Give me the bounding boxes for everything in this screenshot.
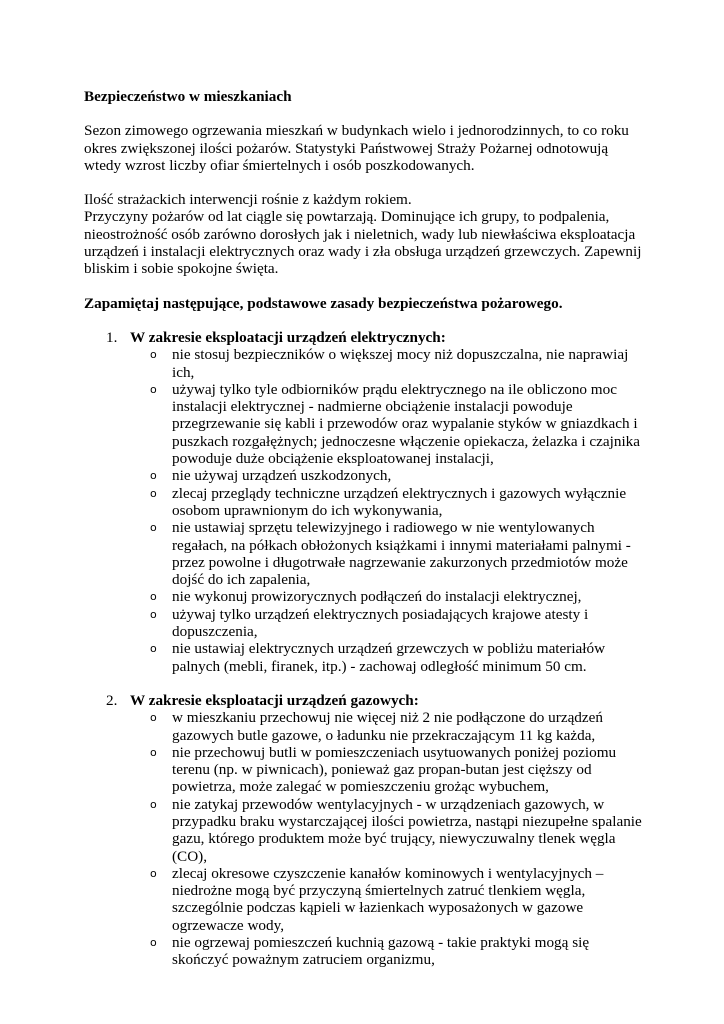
- list-item: o nie ustawiaj elektrycznych urządzeń grzewczych w pobliżu materiałów palnych (mebli, firanek, itp.) - zachowaj odległość minimum 50 cm.: [150, 640, 606, 675]
- list-item: o nie ogrzewaj pomieszczeń kuchnią gazową - takie praktyki mogą się skończyć poważnym zatruciem organizmu,: [150, 934, 590, 969]
- list-item: o w mieszkaniu przechowuj nie więcej niż 2 nie podłączone do urządzeń gazowych butle gazowe, o ładunku nie przekraczającym 11 kg każda,: [150, 709, 603, 744]
- section-title: W zakresie eksploatacji urządzeń elektrycznych:: [130, 328, 446, 346]
- list-item: o używaj tylko tyle odbiorników prądu elektrycznego na ile obliczono moc instalacji elektrycznej - nadmierne obciążenie instalacji powoduje przegrzewanie się kabli i przewodów oraz wypalanie styków w gniazdkach i puszkach rozgałężnych; jednoczesne włączenie opiekacza, żelazka i czajnika powoduje duże obciążenie eksploatowanej instalacji,: [150, 380, 641, 468]
- bullet-icon: o: [150, 642, 157, 656]
- bullet-icon: o: [150, 486, 157, 500]
- bullet-icon: o: [150, 866, 157, 880]
- bullet-list: [130, 346, 644, 675]
- bullet-icon: o: [150, 382, 157, 396]
- bullet-icon: o: [150, 469, 157, 483]
- causes-paragraph: Przyczyny pożarów od lat ciągle się powtarzają. Dominujące ich grupy, to podpalenia, nieostrożność osób zarówno dorosłych jak i nieletnich, wady lub niewłaściwa eksploatacja urządzeń i instalacji elektrycznych oraz wady i zła obsługa urządzeń grzewczych. Zapewnij bliskim i sobie spokojne święta.: [84, 208, 642, 278]
- bullet-icon: o: [150, 711, 157, 725]
- section-number: 1.: [106, 328, 118, 346]
- list-item: o używaj tylko urządzeń elektrycznych posiadających krajowe atesty i dopuszczenia,: [150, 605, 589, 641]
- list-item: o zlecaj przeglądy techniczne urządzeń elektrycznych i gazowych wyłącznie osobom uprawnionym do ich wykonywania,: [150, 484, 627, 519]
- section-gas: [84, 692, 644, 969]
- bullet-list: [130, 709, 644, 968]
- bullet-icon: o: [150, 745, 157, 759]
- bullet-icon: o: [150, 348, 157, 362]
- list-item: o nie przechowuj butli w pomieszczeniach usytuowanych poniżej poziomu terenu (np. w piwnicach), ponieważ gaz propan-butan jest cięższy od powietrza, może zalegać w pomieszczeniu grożąc wybuchem,: [150, 743, 617, 796]
- list-item: o nie stosuj bezpieczników o większej mocy niż dopuszczalna, nie naprawiaj ich,: [150, 346, 629, 381]
- document-title: Bezpieczeństwo w mieszkaniach: [84, 88, 292, 105]
- section-title: W zakresie eksploatacji urządzeń gazowych:: [130, 691, 419, 709]
- list-item: o nie ustawiaj sprzętu telewizyjnego i radiowego w nie wentylowanych regałach, na półkach obłożonych książkami i innymi materiałami palnymi - przez powolne i długotrwałe nagrzewanie zakurzonych przedmiotów może dojść do ich zapalenia,: [150, 519, 631, 589]
- bullet-icon: o: [150, 607, 157, 621]
- list-item: o nie używaj urządzeń uszkodzonych,: [150, 467, 392, 485]
- bullet-icon: o: [150, 521, 157, 535]
- bullet-icon: o: [150, 936, 157, 950]
- rules-list: [84, 329, 644, 969]
- section-electrical: [84, 329, 644, 675]
- list-item: o zlecaj okresowe czyszczenie kanałów kominowych i wentylacyjnych – niedrożne mogą być przyczyną śmiertelnych zatruć tlenkiem węgla, szczególnie podczas kąpieli w łazienkach wyposażonych w gazowe ogrzewacze wody,: [150, 864, 604, 934]
- rules-heading: Zapamiętaj następujące, podstawowe zasady bezpieczeństwa pożarowego.: [84, 294, 563, 312]
- document-page: [84, 88, 644, 969]
- list-item: o nie wykonuj prowizorycznych podłączeń do instalacji elektrycznej,: [150, 588, 582, 606]
- section-number: 2.: [106, 691, 118, 709]
- bullet-icon: o: [150, 590, 157, 604]
- bullet-icon: o: [150, 797, 157, 811]
- intro-paragraph: Sezon zimowego ogrzewania mieszkań w budynkach wielo i jednorodzinnych, to co roku okres zwiększonej ilości pożarów. Statystyki Państwowej Straży Pożarnej odnotowują wtedy wzrost liczby ofiar śmiertelnych i osób poszkodowanych.: [84, 122, 629, 174]
- interventions-paragraph: Ilość strażackich interwencji rośnie z każdym rokiem.: [84, 191, 412, 209]
- list-item: o nie zatykaj przewodów wentylacyjnych - w urządzeniach gazowych, w przypadku braku wystarczającej ilości powietrza, nastąpi niezupełne spalanie gazu, którego produktem może być trujący, niewyczuwalny tlenek węgla (CO),: [150, 795, 642, 865]
